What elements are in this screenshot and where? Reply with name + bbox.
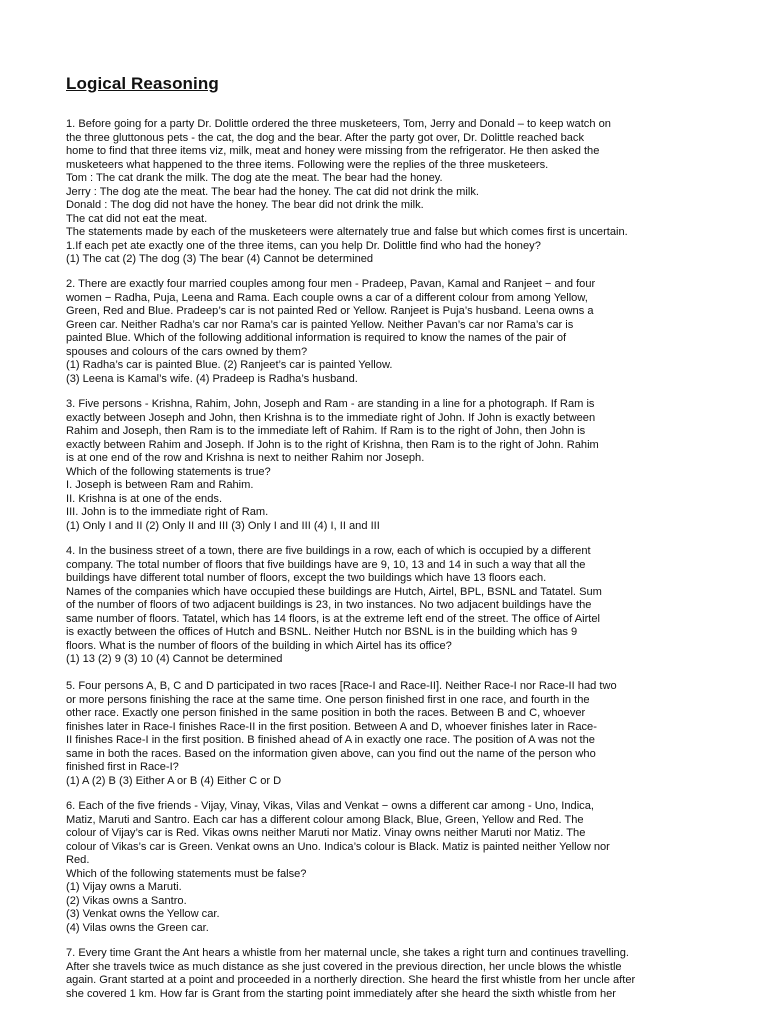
text-line: spouses and colours of the cars owned by them? (66, 345, 308, 358)
text-line: finishes later in Race-I finishes Race-II in the first position. Between A and D, whoever finishes later in Race- (66, 720, 597, 733)
text-line: colour of Vikas’s car is Green. Venkat owns an Uno. Indica’s colour is Black. Matiz is painted neither Yellow nor (66, 840, 610, 853)
question-6 (66, 800, 716, 935)
text-line: again. Grant started at a point and proceeded in a northerly direction. She heard the first whistle from her uncle after (66, 974, 636, 986)
text-line: colour of Vijay’s car is Red. Vikas owns neither Maruti nor Matiz. Vinay owns neither Maruti nor Matiz. The (66, 827, 586, 839)
answer-options: (1) Radha’s car is painted Blue. (2) Ranjeet’s car is painted Yellow. (66, 359, 393, 371)
text-line: Jerry : The dog ate the meat. The bear had the honey. The cat did not drink the milk. (66, 185, 479, 198)
text-line: women − Radha, Puja, Leena and Rama. Each couple owns a car of a different colour from among Yellow, (66, 291, 588, 304)
text-line: I. Joseph is between Ram and Rahim. (66, 479, 254, 491)
text-line: After she travels twice as much distance as she just covered in the previous direction, her uncle blows the whistle (66, 960, 622, 973)
text-line: The statements made by each of the musketeers were alternately true and false but which comes first is uncertain. (66, 226, 628, 238)
text-line: same in both the races. Based on the information given above, can you find out the name of the person who (66, 747, 596, 760)
answer-options: (1) 13 (2) 9 (3) 10 (4) Cannot be determined (66, 653, 283, 665)
question-7 (66, 947, 716, 1001)
text-line: Names of the companies which have occupied these buildings are Hutch, Airtel, BPL, BSNL and Tatatel. Sum (66, 585, 602, 598)
text-line: Rahim and Joseph, then Ram is to the immediate left of Rahim. If Ram is to the right of John, then John is (66, 425, 586, 437)
text-line: exactly between Rahim and Joseph. If John is to the right of Krishna, then Ram is to the right of John. Rahim (66, 438, 599, 451)
question-1 (66, 118, 716, 267)
answer-options: (1) A (2) B (3) Either A or B (4) Either C or D (66, 774, 282, 787)
question-4 (66, 545, 716, 667)
text-line: Donald : The dog did not have the honey. The bear did not drink the milk. (66, 199, 424, 211)
question-5 (66, 680, 716, 788)
text-line: 4. In the business street of a town, there are five buildings in a row, each of which is occupied by a different (66, 545, 591, 557)
text-line: Green, Red and Blue. Pradeep’s car is not painted Red or Yellow. Ranjeet is Puja’s husband. Leena owns a (66, 305, 594, 317)
question-2 (66, 278, 716, 386)
text-line: painted Blue. Which of the following additional information is required to know the names of the pair of (66, 332, 567, 344)
text-line: II. Krishna is at one of the ends. (66, 492, 223, 505)
answer-options: (3) Venkat owns the Yellow car. (66, 908, 220, 920)
answer-options: (4) Vilas owns the Green car. (66, 921, 209, 934)
text-line: she covered 1 km. How far is Grant from the starting point immediately after she heard the sixth whistle from her (66, 987, 616, 1000)
text-line: III. John is to the immediate right of Ram. (66, 506, 269, 518)
text-line: same number of floors. Tatatel, which has 14 floors, is at the extreme left end of the street. The office of Airtel (66, 612, 601, 625)
answer-options: (1) The cat (2) The dog (3) The bear (4) Cannot be determined (66, 253, 374, 265)
text-line: of the number of floors of two adjacent buildings is 23, in two instances. No two adjacent buildings have the (66, 599, 592, 611)
text-line: Green car. Neither Radha’s car nor Rama’s car is painted Yellow. Neither Pavan’s car nor Rama’s car is (66, 318, 574, 331)
text-line: II finishes Race-I in the first position. B finished ahead of A in exactly one race. The position of A was not the (66, 734, 595, 746)
text-line: 3. Five persons - Krishna, Rahim, John, Joseph and Ram - are standing in a line for a photograph. If Ram is (66, 398, 595, 410)
answer-options: (3) Leena is Kamal’s wife. (4) Pradeep is Radha’s husband. (66, 372, 358, 385)
text-line: floors. What is the number of floors of the building in which Airtel has its office? (66, 639, 452, 652)
text-line: 1.If each pet ate exactly one of the three items, can you help Dr. Dolittle find who had the honey? (66, 239, 541, 252)
text-line: other race. Exactly one person finished in the same position in both the races. Between B and C, whoever (66, 707, 586, 719)
text-line: home to find that three items viz, milk, meat and honey were missing from the refrigerator. He then asked the (66, 145, 600, 157)
text-line: company. The total number of floors that five buildings have are 9, 10, 13 and 14 in such a way that all the (66, 558, 586, 571)
text-line: 7. Every time Grant the Ant hears a whistle from her maternal uncle, she takes a right turn and continues travelling. (66, 947, 629, 959)
text-line: musketeers what happened to the three items. Following were the replies of the three musketeers. (66, 158, 549, 171)
text-line: or more persons finishing the race at the same time. One person finished first in one race, and fourth in the (66, 693, 590, 706)
text-line: 1. Before going for a party Dr. Dolittle ordered the three musketeers, Tom, Jerry and Donald – to keep watch on (66, 118, 611, 130)
question-3 (66, 398, 716, 533)
text-line: Red. (66, 854, 90, 866)
text-line: buildings have different total number of floors, except the two buildings which have 13 floors each. (66, 572, 547, 584)
text-line: is exactly between the offices of Hutch and BSNL. Neither Hutch nor BSNL is in the building which has 9 (66, 626, 578, 638)
text-line: Which of the following statements must be false? (66, 867, 307, 880)
page-title: Logical Reasoning (66, 74, 219, 93)
answer-options: (2) Vikas owns a Santro. (66, 894, 187, 907)
answer-options: (1) Vijay owns a Maruti. (66, 881, 182, 893)
text-line: Which of the following statements is true? (66, 465, 271, 478)
text-line: The cat did not eat the meat. (66, 212, 208, 225)
text-line: finished first in Race-I? (66, 761, 179, 773)
text-line: Tom : The cat drank the milk. The dog ate the meat. The bear had the honey. (66, 172, 443, 184)
text-line: Matiz, Maruti and Santro. Each car has a different colour among Black, Blue, Green, Yellow and Red. The (66, 813, 584, 826)
text-line: 2. There are exactly four married couples among four men - Pradeep, Pavan, Kamal and Ranjeet − and four (66, 278, 596, 290)
text-line: is at one end of the row and Krishna is next to neither Rahim nor Joseph. (66, 452, 425, 464)
text-line: exactly between Joseph and John, then Krishna is to the immediate right of John. If John is exactly between (66, 411, 596, 424)
text-line: 6. Each of the five friends - Vijay, Vinay, Vikas, Vilas and Venkat − owns a different car among - Uno, Indica, (66, 800, 594, 812)
text-line: 5. Four persons A, B, C and D participated in two races [Race-I and Race-II]. Neither Race-I nor Race-II had two (66, 680, 617, 692)
text-line: the three gluttonous pets - the cat, the dog and the bear. After the party got over, Dr. Dolittle reached back (66, 131, 585, 144)
answer-options: (1) Only I and II (2) Only II and III (3) Only I and III (4) I, II and III (66, 519, 380, 532)
